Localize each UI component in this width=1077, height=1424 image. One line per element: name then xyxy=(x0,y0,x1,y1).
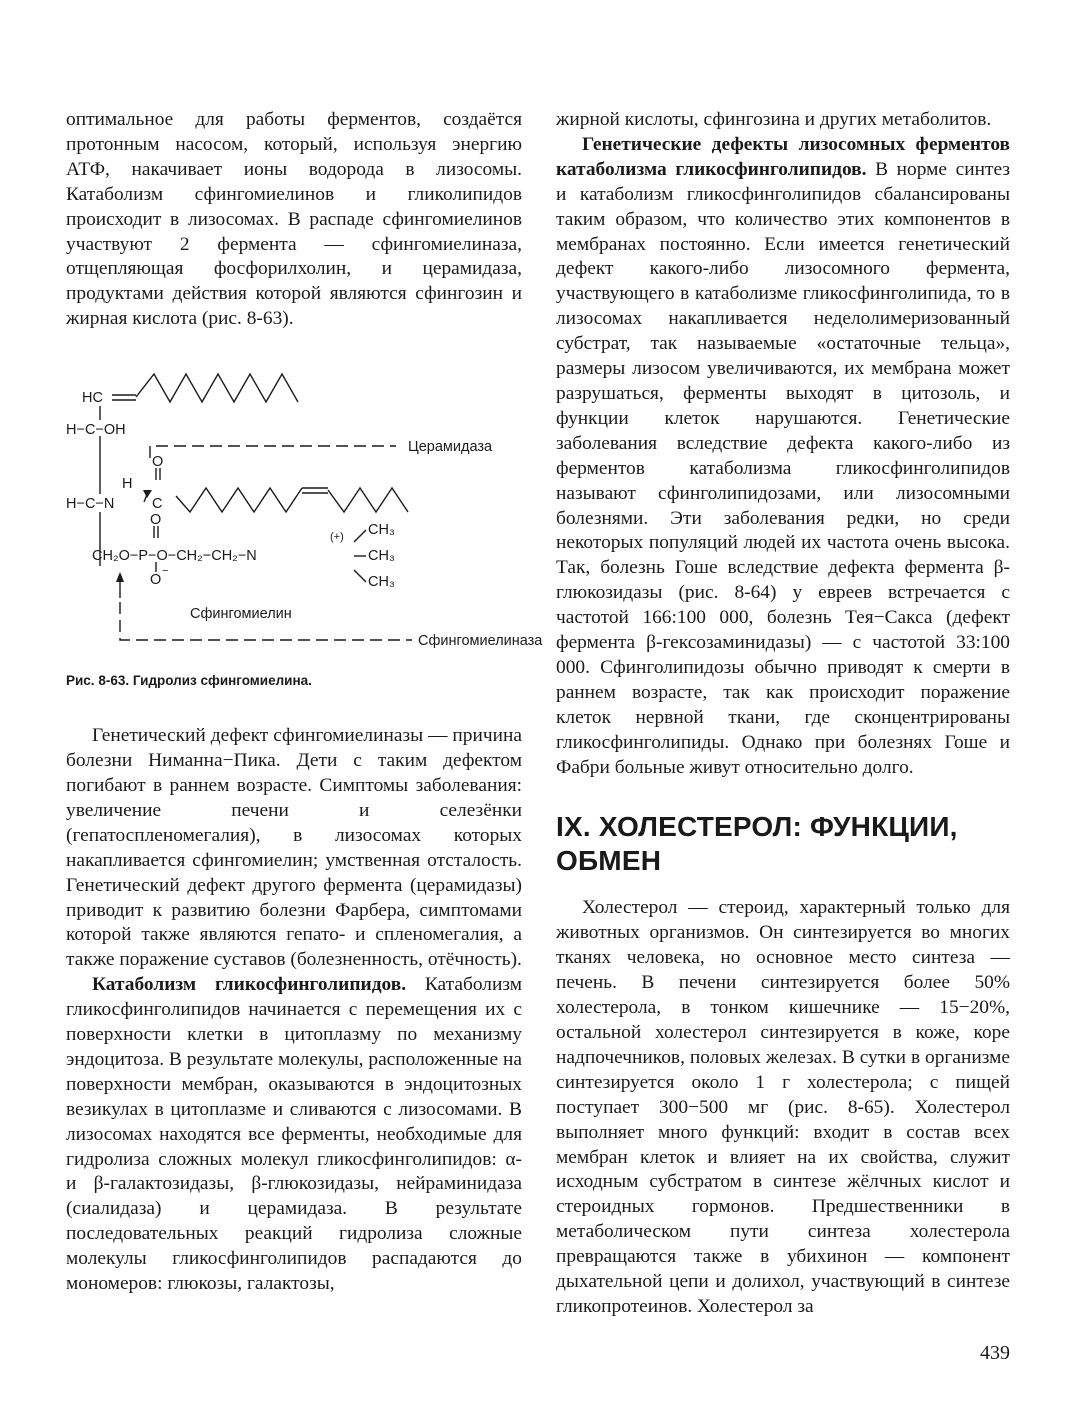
chem-plus: (+) xyxy=(330,531,344,544)
left-paragraph-3-title: Катаболизм гликосфинголипидов. xyxy=(92,974,407,996)
right-paragraph-2 xyxy=(556,133,1010,781)
right-paragraph-1: жирной кислоты, сфингозина и других метаболитов. xyxy=(556,109,992,130)
left-paragraph-3-text: Катаболизм гликосфинголипидов начинается с перемещения их с поверхности клетки в цитоплазму по механизму эндоцитоза. В результате молекулы, расположенные на поверхности мембран, оказываются в эндоцитозных везикулах в цитоплазме и сливаются с лизосомами. В лизосомах находятся все ферменты, необходимые для гидролиза сложных молекул гликосфинголипидов: α- и β-галактозидазы, β-глюкозидазы, нейраминидаза (сиалидаза) и церамидаза. В результате последовательных реакций гидролиза сложные молекулы гликосфинголипидов распадаются до мономеров: глюкозы, галактозы, xyxy=(66,974,522,1295)
methyl-bond xyxy=(354,530,366,542)
section-heading: IX. ХОЛЕСТЕРОЛ: ФУНКЦИИ, ОБМЕН xyxy=(556,811,958,877)
fatty-acid-chain-2 xyxy=(328,488,408,512)
chem-h-c-n: H−C−N xyxy=(66,496,115,513)
right-column xyxy=(556,108,1010,1320)
chem-ch3-2: CH₃ xyxy=(368,548,395,565)
left-paragraph-1: оптимальное для работы ферментов, создаётся протонным насосом, который, используя энергию АТФ, накачивает ионы водорода в лизосомы. Катаболизм сфингомиелинов и гликолипидов происходит в лизосомах. В распаде сфингомиелинов участвуют 2 фермента — сфингомиелиназа, отщепляющая фосфорилхолин, и церамидаза, продуктами действия которой являются сфингозин и жирная кислота (рис. 8-63). xyxy=(66,109,522,330)
chem-c-carbonyl: C xyxy=(152,496,163,513)
chem-minus: − xyxy=(162,565,169,578)
chem-ch2o-p: CH₂O−P−O−CH₂−CH₂−N xyxy=(92,548,257,565)
chem-ch3-3: CH₃ xyxy=(368,574,395,591)
left-column xyxy=(66,108,543,1297)
chem-o-top: O xyxy=(150,512,162,529)
sphingosine-chain xyxy=(136,374,298,402)
label-sphingomyelinase: Сфингомиелиназа xyxy=(418,633,543,650)
methyl-bond xyxy=(354,570,366,582)
label-ceramidase: Церамидаза xyxy=(408,439,493,456)
right-paragraph-2-text: В норме синтез и катаболизм гликосфинголипидов сбалансированы таким образом, что количество этих компонентов в мембранах постоянно. Если имеется генетический дефект какого-либо лизосомного фермента, участвующего в катаболизме гликосфинголипида, то в лизосомах накапливается неделолимеризованный субстрат, так называемые «остаточные тельца», размеры лизосом увеличиваются, их мембрана может разрушаться, ферменты выходят в цитозоль, и функции клеток нарушаются. Генетические заболевания вследствие дефекта какого-либо из ферментов катаболизма гликосфинголипидов называют сфинголипидозами, или лизосомными болезнями. Эти заболевания редки, но среди некоторых популяций людей их частота очень высока. Так, болезнь Гоше вследствие дефекта фермента β-глюкозидазы (рис. 8-64) у евреев встречается с частотой 166:100 000, болезнь Тея−Сакса (дефект фермента β-гексозаминидазы) — с частотой 33:100 000. Сфинголипидозы обычно приводят к смерти в раннем возрасте, так как происходит поражение клеток нервной ткани, где сконцентрированы гликосфинголипиды. Однако при болезнях Гоше и Фабри больные живут относительно долго. xyxy=(556,158,1010,778)
figure-sphingomyelin-hydrolysis xyxy=(66,362,543,662)
label-sphingomyelin: Сфингомиелин xyxy=(190,606,292,623)
chem-hc: HC xyxy=(82,390,103,407)
ceramidase-arrow-head xyxy=(143,490,152,498)
ceramidase-bracket xyxy=(150,446,396,458)
right-paragraph-2-title: Генетические дефекты лизосомных ферментов катаболизма гликосфинголипидов. xyxy=(556,133,1010,180)
fatty-acid-chain-1 xyxy=(176,488,302,512)
figure-caption: Рис. 8-63. Гидролиз сфингомиелина. xyxy=(66,673,312,689)
left-paragraph-3 xyxy=(66,973,522,1297)
right-paragraph-3: Холестерол — стероид, характерный только для животных организмов. Он синтезируется во многих тканях человека, но основное место синтеза — печень. В печени синтезируется более 50% холестерола, в тонком кишечнике — 15−20%, остальной холестерол синтезируется в коже, коре надпочечников, половых железах. В сутки в организме синтезируется около 1 г холестерола; с пищей поступает 300−500 мг (рис. 8-65). Холестерол выполняет много функций: входит в состав всех мембран клеток и влияет на их свойства, служит исходным субстратом в синтезе жёлчных кислот и стероидных гормонов. Предшественники в метаболическом пути синтеза холестерола превращаются также в убихинон — компонент дыхательной цепи и долихол, участвующий в синтезе гликопротеинов. Холестерол за xyxy=(556,897,1010,1317)
chem-h-top: H xyxy=(122,476,133,493)
sphingomyelin-structure-diagram xyxy=(66,362,543,662)
chem-h-c-oh: H−C−OH xyxy=(66,422,126,439)
chem-o-minus: O xyxy=(150,572,162,589)
sphingomyelinase-arrow-head xyxy=(116,572,124,582)
chem-ch3-1: CH₃ xyxy=(368,522,395,539)
chem-o-carbonyl: O xyxy=(152,454,164,471)
left-paragraph-2: Генетический дефект сфингомиелиназы — причина болезни Ниманна−Пика. Дети с таким дефектом погибают в раннем возрасте. Симптомы заболевания: увеличение печени и селезёнки (гепатоспленомегалия), в лизосомах которых накапливается сфингомиелин; умственная отсталость. Генетический дефект другого фермента (церамидазы) приводит к развитию болезни Фарбера, симптомами которой также являются гепато- и спленомегалия, а также поражение суставов (болезненность, отёчность). xyxy=(66,725,522,971)
page-number: 439 xyxy=(980,1342,1010,1364)
